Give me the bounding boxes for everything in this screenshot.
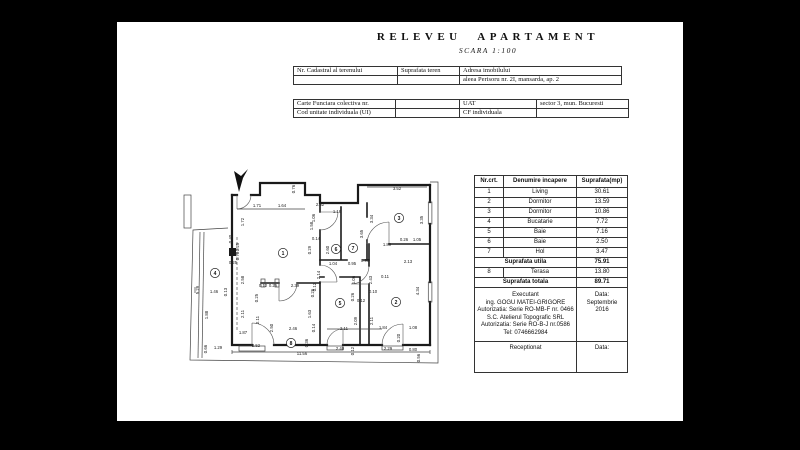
dimension-label: 2.40 [335,346,345,351]
dimension-label: 0.25 [228,260,238,265]
room-number: 5 [338,300,342,307]
cadastral-cell [294,76,398,85]
dimension-label: 0.11 [380,274,390,279]
cadastral-cell: Nr. Cadastral al terenului [294,67,398,76]
room-area-table-body [475,176,628,373]
table-row [294,76,622,85]
room-table-cell: Baie [504,228,577,238]
dimension-label: 1.71 [252,203,262,208]
table-row [475,268,628,278]
dimension-label: 2.58 [240,275,245,285]
dimension-label: 1.46 [209,289,219,294]
dimension-label: 0.25 [254,293,259,303]
room-table-cell: 3 [475,208,504,218]
dimension-label: 0.80 [408,347,418,352]
dimension-label: 2.50 [269,323,274,333]
land-registry-cell: CF individuala [460,109,537,118]
room-table-header: Nr.crt. [475,176,504,188]
land-registry-cell: UAT [460,100,537,109]
room-table-cell: Dormitor [504,198,577,208]
dimension-label: 0.10 [368,289,378,294]
subtotal-value: 75.91 [577,258,628,268]
dimension-label: 2.46 [288,326,298,331]
executant-line: S.C. Atelierul Topografic SRL [486,314,565,321]
room-table-cell: 5 [475,228,504,238]
land-registry-cell [396,100,460,109]
room-table-cell: 8 [475,268,504,278]
subtotal-label: Suprafata utila [475,258,577,268]
dimension-label: 1.89 [382,242,392,247]
room-table-cell: 7.72 [577,218,628,228]
document-page [117,22,683,421]
table-row [475,188,628,198]
date-line: Septembrie [586,299,618,306]
room-table-cell: Bucatarie [504,218,577,228]
executant-line: Autorizatia: Serie RO-B-J nr.0586 [480,322,571,328]
door-thresholds [239,346,403,351]
table-row [475,198,628,208]
room-table-cell: Dormitor [504,208,577,218]
room-table-cell: 10.86 [577,208,628,218]
table-row [475,228,628,238]
dimension-label: 1.06 [311,213,316,223]
room-table-cell: 2.50 [577,238,628,248]
table-row [475,176,628,188]
floor-plan [177,162,477,377]
north-arrow [234,169,248,192]
cadastral-info-table [293,66,622,85]
dimension-label: 0.40 [228,234,233,244]
dimension-label: 1.29 [213,345,223,350]
dimension-label: 2.13 [403,259,413,264]
table-row [294,67,622,76]
dimension-label: 0.29 [307,245,312,255]
dimension-label: 0.14 [311,323,316,333]
cadastral-table-body [294,67,622,85]
dimension-label: 1.84 [378,325,388,330]
table-row [475,258,628,268]
dimension-label: 2.43 [368,275,373,285]
page-title: RELEVEU APARTAMENT [376,31,600,43]
date-cell [577,288,628,342]
room-number: 6 [334,246,338,253]
dimension-label: 0.95 [347,261,357,266]
room-number: 3 [397,215,401,222]
room-number: 7 [351,245,355,252]
room-area-table [474,175,628,373]
dimension-label: 0.12 [356,298,366,303]
dimension-label: 0.26 [310,288,315,298]
dimension-label: 2.14 [316,270,321,280]
dimension-label: 5.29 [195,285,200,295]
executant-line: Tel: 0746662984 [503,329,548,336]
room-number: 1 [281,250,285,257]
dimension-label: 0.26 [399,237,409,242]
table-row [475,218,628,228]
dimension-label: 2.32 [315,202,325,207]
dimension-label: 1.87 [238,330,248,335]
dimension-label: 2.09 [353,316,358,326]
room-number: 8 [289,340,293,347]
dimension-label-layer [195,184,424,362]
dimension-label: 11.56 [296,351,308,356]
dimension-label: 0.76 [291,184,296,194]
table-row [475,278,628,288]
dimension-label: 0.25 [235,242,240,252]
total-value: 89.71 [577,278,628,288]
dimension-label: 1.63 [307,309,312,319]
land-registry-table [293,99,629,118]
land-registry-cell: Cod unitate individuala (UI) [294,109,396,118]
dimension-label: 2.11 [240,309,245,319]
dimension-label: 4.34 [415,286,420,296]
executant-line: Autorizatia: Serie RO-MB-F nr. 0466 [477,307,574,313]
dimension-label: 0.25 [268,283,278,288]
dimension-label: 0.12 [312,282,317,292]
date-line: Data: [594,292,610,298]
room-number: 4 [213,270,217,277]
dimension-label: 0.96 [360,258,370,263]
dimension-label: 0.26 [350,292,355,302]
room-table-cell: 7 [475,248,504,258]
dimension-label: 3.52 [392,186,402,191]
room-table-cell: 6 [475,238,504,248]
total-label: Suprafata totala [475,278,577,288]
dimension-label: 2.11 [339,326,349,331]
land-registry-cell [396,109,460,118]
dimension-label: 1.88 [204,310,209,320]
dimension-label: 1.72 [240,217,245,227]
table-row [475,288,628,342]
date-line: 2016 [595,307,609,313]
room-table-cell: 1 [475,188,504,198]
dimension-label: 2.52 [251,343,261,348]
dimension-label: 0.56 [416,353,421,363]
room-table-cell: 4 [475,218,504,228]
room-number: 2 [394,299,398,306]
dimension-label: 2.29 [383,346,393,351]
executant-cell [475,288,577,342]
room-table-cell: 2 [475,198,504,208]
dimension-label: 0.12 [258,283,268,288]
table-row [475,208,628,218]
room-table-header: Denumire incapere [504,176,577,188]
cadastral-cell: Adresa imobilului [460,67,622,76]
room-table-cell: 30.61 [577,188,628,198]
table-row [475,238,628,248]
dimension-label: 1.58 [309,221,314,231]
dimension-label: 3.65 [359,229,364,239]
table-row [294,109,629,118]
dimension-label: 2.11 [255,315,260,325]
executant-line: Executant [512,292,539,298]
room-table-cell: 3.47 [577,248,628,258]
receptionat-date-cell: Data: [577,342,628,373]
room-table-cell: 13.80 [577,268,628,278]
receptionat-cell: Receptionat [475,342,577,373]
land-registry-cell: sector 3, mun. Bucuresti [537,100,629,109]
dimension-label: 1.04 [328,261,338,266]
dimension-label: 0.66 [203,344,208,354]
dimension-label: 1.05 [412,237,422,242]
room-table-cell: 13.59 [577,198,628,208]
cadastral-cell: Suprafata teren [398,67,460,76]
dimension-label: 1.16 [332,209,342,214]
table-row [294,100,629,109]
cadastral-cell: aleea Perisoru nr. 2I, mansarda, ap. 2 [460,76,622,85]
dimension-label: 3.35 [419,215,424,225]
cadastral-cell [398,76,460,85]
land-registry-cell: Carte Funciara colectiva nr. [294,100,396,109]
room-table-header: Suprafata(mp) [577,176,628,188]
room-table-cell: Hol [504,248,577,258]
table-row [475,248,628,258]
land-registry-cell [537,109,629,118]
dimension-label: 1.64 [277,203,287,208]
dimension-label: 3.34 [369,214,374,224]
dimension-label: 1.06 [351,275,356,285]
dimension-label: 2.60 [325,245,330,255]
room-table-cell: Baie [504,238,577,248]
title-block [293,31,683,55]
dimension-label: 0.20 [396,333,401,343]
dimension-label: 2.39 [290,283,300,288]
dimension-label: 2.11 [369,316,374,326]
dimension-label: 1.08 [408,325,418,330]
room-table-cell: 7.16 [577,228,628,238]
dimension-label: 0.13 [223,287,228,297]
room-table-cell: Terasa [504,268,577,278]
scale-label: SCARA 1:100 [458,46,518,55]
land-registry-table-body [294,100,629,118]
dimension-label: 0.78 [235,251,240,261]
dimension-label: 0.14 [311,236,321,241]
room-table-cell: Living [504,188,577,198]
dimension-label: 0.36 [304,338,309,348]
table-row [475,342,628,373]
dimension-label: 0.12 [350,346,355,356]
executant-line: ing. GOGU MATEI-GRIGORE [485,299,566,306]
